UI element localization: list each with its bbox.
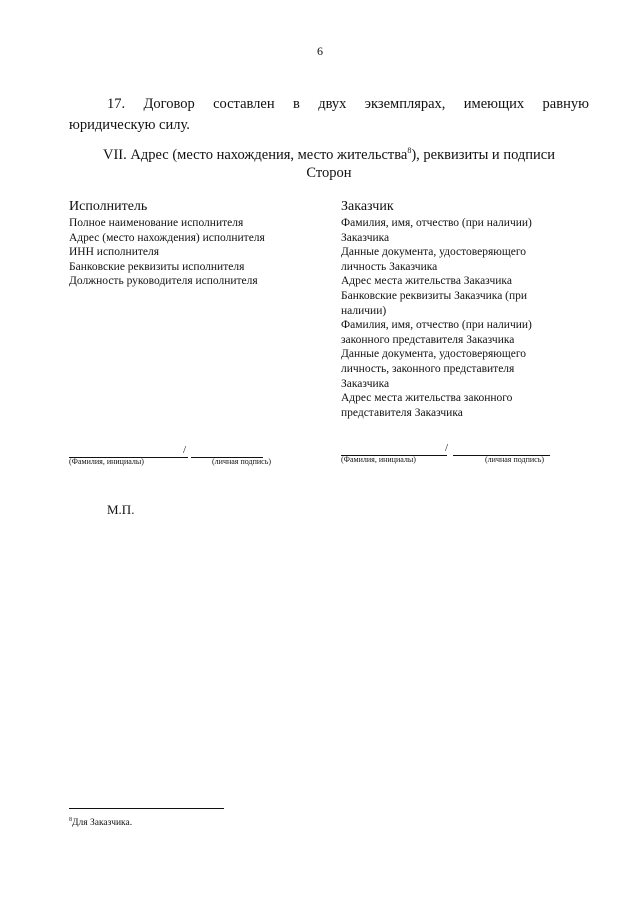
customer-field-line: представителя Заказчика bbox=[341, 406, 463, 419]
section-title-line2: Сторон bbox=[306, 165, 352, 181]
customer-field-line: законного представителя Заказчика bbox=[341, 333, 515, 346]
contractor-name-caption: (Фамилия, инициалы) bbox=[69, 457, 144, 466]
clause-17-line2: юридическую силу. bbox=[69, 117, 190, 133]
clause-17-line1 bbox=[69, 94, 589, 115]
section-title bbox=[69, 146, 589, 182]
contractor-heading: Исполнитель bbox=[69, 199, 148, 214]
section-title-text-end: ), реквизиты и подписи bbox=[411, 147, 556, 163]
customer-field-line: личность Заказчика bbox=[341, 260, 438, 273]
clause-17 bbox=[69, 94, 589, 136]
stamp-place: М.П. bbox=[107, 502, 135, 517]
section-title-text: VII. Адрес (место нахождения, место жительства bbox=[102, 147, 408, 163]
customer-column bbox=[341, 198, 581, 420]
customer-field-line: Данные документа, удостоверяющего bbox=[341, 246, 527, 259]
contractor-field: Адрес (место нахождения) исполнителя bbox=[69, 231, 265, 244]
footnote-text: Для Заказчика. bbox=[72, 818, 133, 828]
clause-word: двух bbox=[318, 96, 347, 112]
page-number: 6 bbox=[317, 44, 323, 58]
clause-word: равную bbox=[542, 96, 589, 112]
customer-field-line: Данные документа, удостоверяющего bbox=[341, 348, 527, 361]
contractor-field: Банковские реквизиты исполнителя bbox=[69, 260, 245, 273]
customer-field-line: Адрес места жительства Заказчика bbox=[341, 275, 512, 288]
clause-word: 17. bbox=[107, 96, 126, 112]
customer-heading: Заказчик bbox=[341, 199, 394, 214]
clause-word: в bbox=[292, 96, 300, 112]
customer-signature-caption: (личная подпись) bbox=[485, 455, 545, 464]
clause-word: экземплярах, bbox=[364, 96, 446, 112]
contractor-signature-caption: (личная подпись) bbox=[212, 457, 272, 466]
customer-field-line: Фамилия, имя, отчество (при наличии) bbox=[341, 319, 532, 332]
clause-word: Договор bbox=[143, 96, 195, 112]
clause-word: составлен bbox=[213, 96, 275, 112]
customer-field-line: Адрес места жительства законного bbox=[341, 392, 513, 405]
footnote bbox=[69, 818, 132, 828]
customer-field-line: Заказчика bbox=[341, 377, 390, 390]
section-title-line1 bbox=[69, 146, 589, 164]
clause-word: имеющих bbox=[463, 96, 525, 112]
footnote-separator bbox=[69, 808, 224, 809]
customer-signature-slash: / bbox=[445, 442, 449, 454]
contractor-field: Полное наименование исполнителя bbox=[69, 217, 244, 229]
customer-field-line: личность, законного представителя bbox=[341, 362, 515, 375]
customer-field-line: наличии) bbox=[341, 304, 387, 317]
customer-field-line: Фамилия, имя, отчество (при наличии) bbox=[341, 217, 532, 229]
customer-field-line: Банковские реквизиты Заказчика (при bbox=[341, 289, 528, 302]
customer-name-caption: (Фамилия, инициалы) bbox=[341, 455, 416, 464]
footnote-mark: 8 bbox=[69, 816, 72, 823]
contractor-field: ИНН исполнителя bbox=[69, 246, 160, 259]
customer-field-line: Заказчика bbox=[341, 231, 390, 244]
contractor-signature-slash: / bbox=[183, 444, 187, 456]
contractor-field: Должность руководителя исполнителя bbox=[69, 275, 258, 288]
footnote-reference: 8 bbox=[407, 146, 412, 156]
contractor-column bbox=[69, 198, 309, 289]
